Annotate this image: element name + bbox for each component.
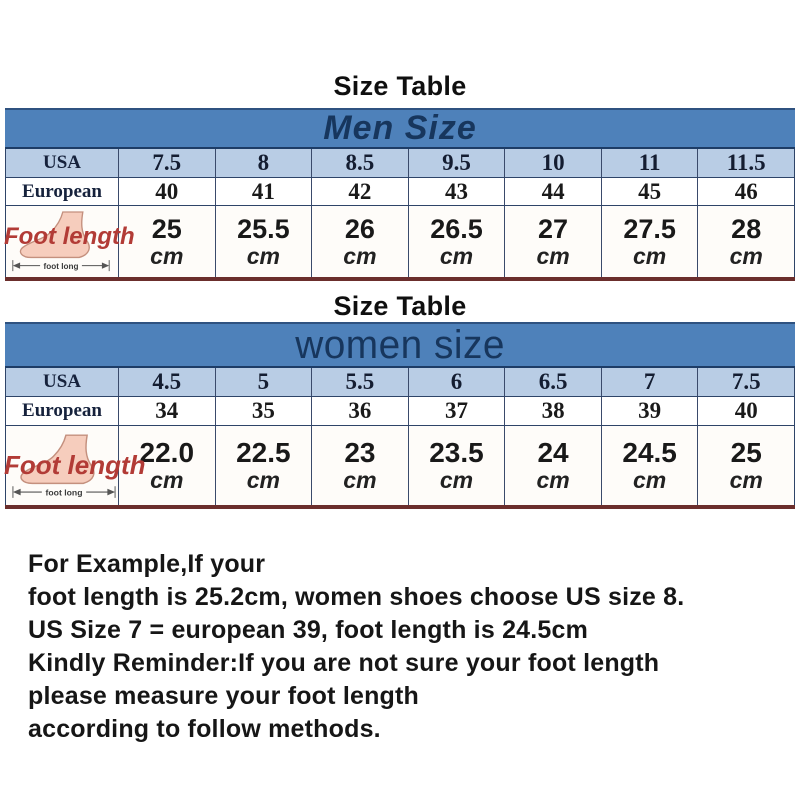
women-usa-row: [5, 368, 795, 396]
women-usa-size: 6.5: [504, 368, 601, 396]
women-european-size: 35: [215, 397, 312, 425]
men-foot-length-value: [343, 215, 376, 269]
men-european-row: [5, 177, 795, 205]
women-table-title: Size Table: [333, 291, 467, 321]
value: 26.5: [430, 213, 483, 244]
men-foot-length-row: [5, 205, 795, 277]
unit-cm: cm: [633, 467, 667, 494]
women-foot-length-value: [730, 438, 763, 493]
value: 26: [344, 213, 375, 244]
men-european-size: 40: [118, 178, 215, 205]
unit-cm: cm: [729, 242, 763, 269]
women-usa-size: 4.5: [118, 368, 215, 396]
men-usa-row: [5, 149, 795, 177]
women-usa-size: 6: [408, 368, 505, 396]
women-usa-row-label: USA: [42, 371, 81, 392]
value: 23: [344, 436, 376, 468]
women-european-size: 36: [311, 397, 408, 425]
women-european-size: 40: [697, 397, 794, 425]
unit-cm: cm: [246, 467, 280, 494]
unit-cm: cm: [246, 242, 280, 269]
note-line: please measure your foot length: [28, 682, 420, 710]
men-usa-size: 11.5: [697, 149, 794, 177]
foot-long-caption: foot long: [45, 487, 83, 498]
men-foot-length-value: [730, 215, 763, 269]
men-usa-size: 8.5: [311, 149, 408, 177]
unit-cm: cm: [633, 242, 667, 269]
value: 27.5: [623, 213, 676, 244]
value: 28: [731, 213, 762, 244]
men-usa-size: 8: [215, 149, 312, 177]
sizing-notes: [28, 548, 684, 746]
men-european-size: 41: [215, 178, 312, 205]
women-foot-length-value: [622, 438, 677, 493]
women-european-size: 34: [118, 397, 215, 425]
value: 24: [537, 436, 569, 468]
men-european-size: 44: [504, 178, 601, 205]
women-table-header-band: [5, 322, 795, 368]
women-usa-size: 5.5: [311, 368, 408, 396]
men-foot-length-label: Foot length: [4, 223, 135, 250]
note-line: Kindly Reminder:If you are not sure your foot length: [28, 649, 660, 677]
note-line: US Size 7 = european 39, foot length is 24.5cm: [28, 616, 589, 644]
women-european-size: 37: [408, 397, 505, 425]
men-foot-length-value: [536, 215, 569, 269]
women-usa-size: 7: [601, 368, 698, 396]
women-european-size: 39: [601, 397, 698, 425]
women-table-header: women size: [295, 322, 505, 367]
women-foot-length-value: [140, 438, 195, 493]
unit-cm: cm: [439, 242, 474, 269]
men-european-size: 45: [601, 178, 698, 205]
value: 27: [538, 213, 569, 244]
men-usa-size: 11: [601, 149, 698, 177]
foot-long-caption: foot long: [43, 261, 79, 271]
men-table-header-band: [5, 108, 795, 149]
value: 25: [151, 213, 182, 244]
women-european-row: [5, 396, 795, 425]
men-usa-row-label: USA: [42, 152, 81, 173]
unit-cm: cm: [150, 467, 184, 494]
men-foot-length-value: [430, 215, 483, 269]
unit-cm: cm: [536, 467, 570, 494]
unit-cm: cm: [343, 242, 377, 269]
women-european-size: 38: [504, 397, 601, 425]
women-foot-length-value: [236, 438, 291, 493]
women-foot-length-cell: [4, 426, 146, 505]
men-european-size: 43: [408, 178, 505, 205]
men-table-header: Men Size: [323, 109, 477, 147]
men-size-table: [5, 108, 795, 281]
unit-cm: cm: [536, 242, 570, 269]
men-usa-size: 9.5: [408, 149, 505, 177]
value: 25.5: [237, 213, 290, 244]
women-foot-length-label: Foot length: [4, 450, 146, 480]
men-foot-length-value: [623, 215, 676, 269]
men-usa-size: 7.5: [118, 149, 215, 177]
unit-cm: cm: [729, 467, 763, 494]
unit-cm: cm: [150, 242, 184, 269]
value: 25: [730, 436, 762, 468]
women-usa-size: 7.5: [697, 368, 794, 396]
women-foot-length-value: [536, 438, 569, 493]
women-usa-size: 5: [215, 368, 312, 396]
women-size-table: [5, 322, 795, 509]
women-foot-length-row: [5, 425, 795, 505]
men-foot-length-value: [150, 215, 183, 269]
value: 22.0: [139, 436, 195, 468]
men-european-size: 42: [311, 178, 408, 205]
women-foot-length-value: [429, 438, 484, 493]
men-european-row-label: European: [22, 180, 102, 202]
value: 22.5: [236, 436, 291, 468]
unit-cm: cm: [343, 467, 377, 494]
men-table-title: Size Table: [333, 71, 467, 101]
unit-cm: cm: [439, 467, 474, 494]
men-foot-length-cell: [4, 206, 135, 277]
men-usa-size: 10: [504, 149, 601, 177]
men-european-size: 46: [697, 178, 794, 205]
men-foot-length-value: [237, 215, 290, 269]
note-line: foot length is 25.2cm, women shoes choose US size 8.: [28, 583, 685, 611]
note-line: For Example,If your: [28, 550, 266, 578]
note-line: according to follow methods.: [28, 715, 381, 743]
women-foot-length-value: [343, 438, 376, 493]
value: 23.5: [429, 436, 484, 468]
women-european-row-label: European: [22, 400, 102, 421]
value: 24.5: [622, 436, 677, 468]
